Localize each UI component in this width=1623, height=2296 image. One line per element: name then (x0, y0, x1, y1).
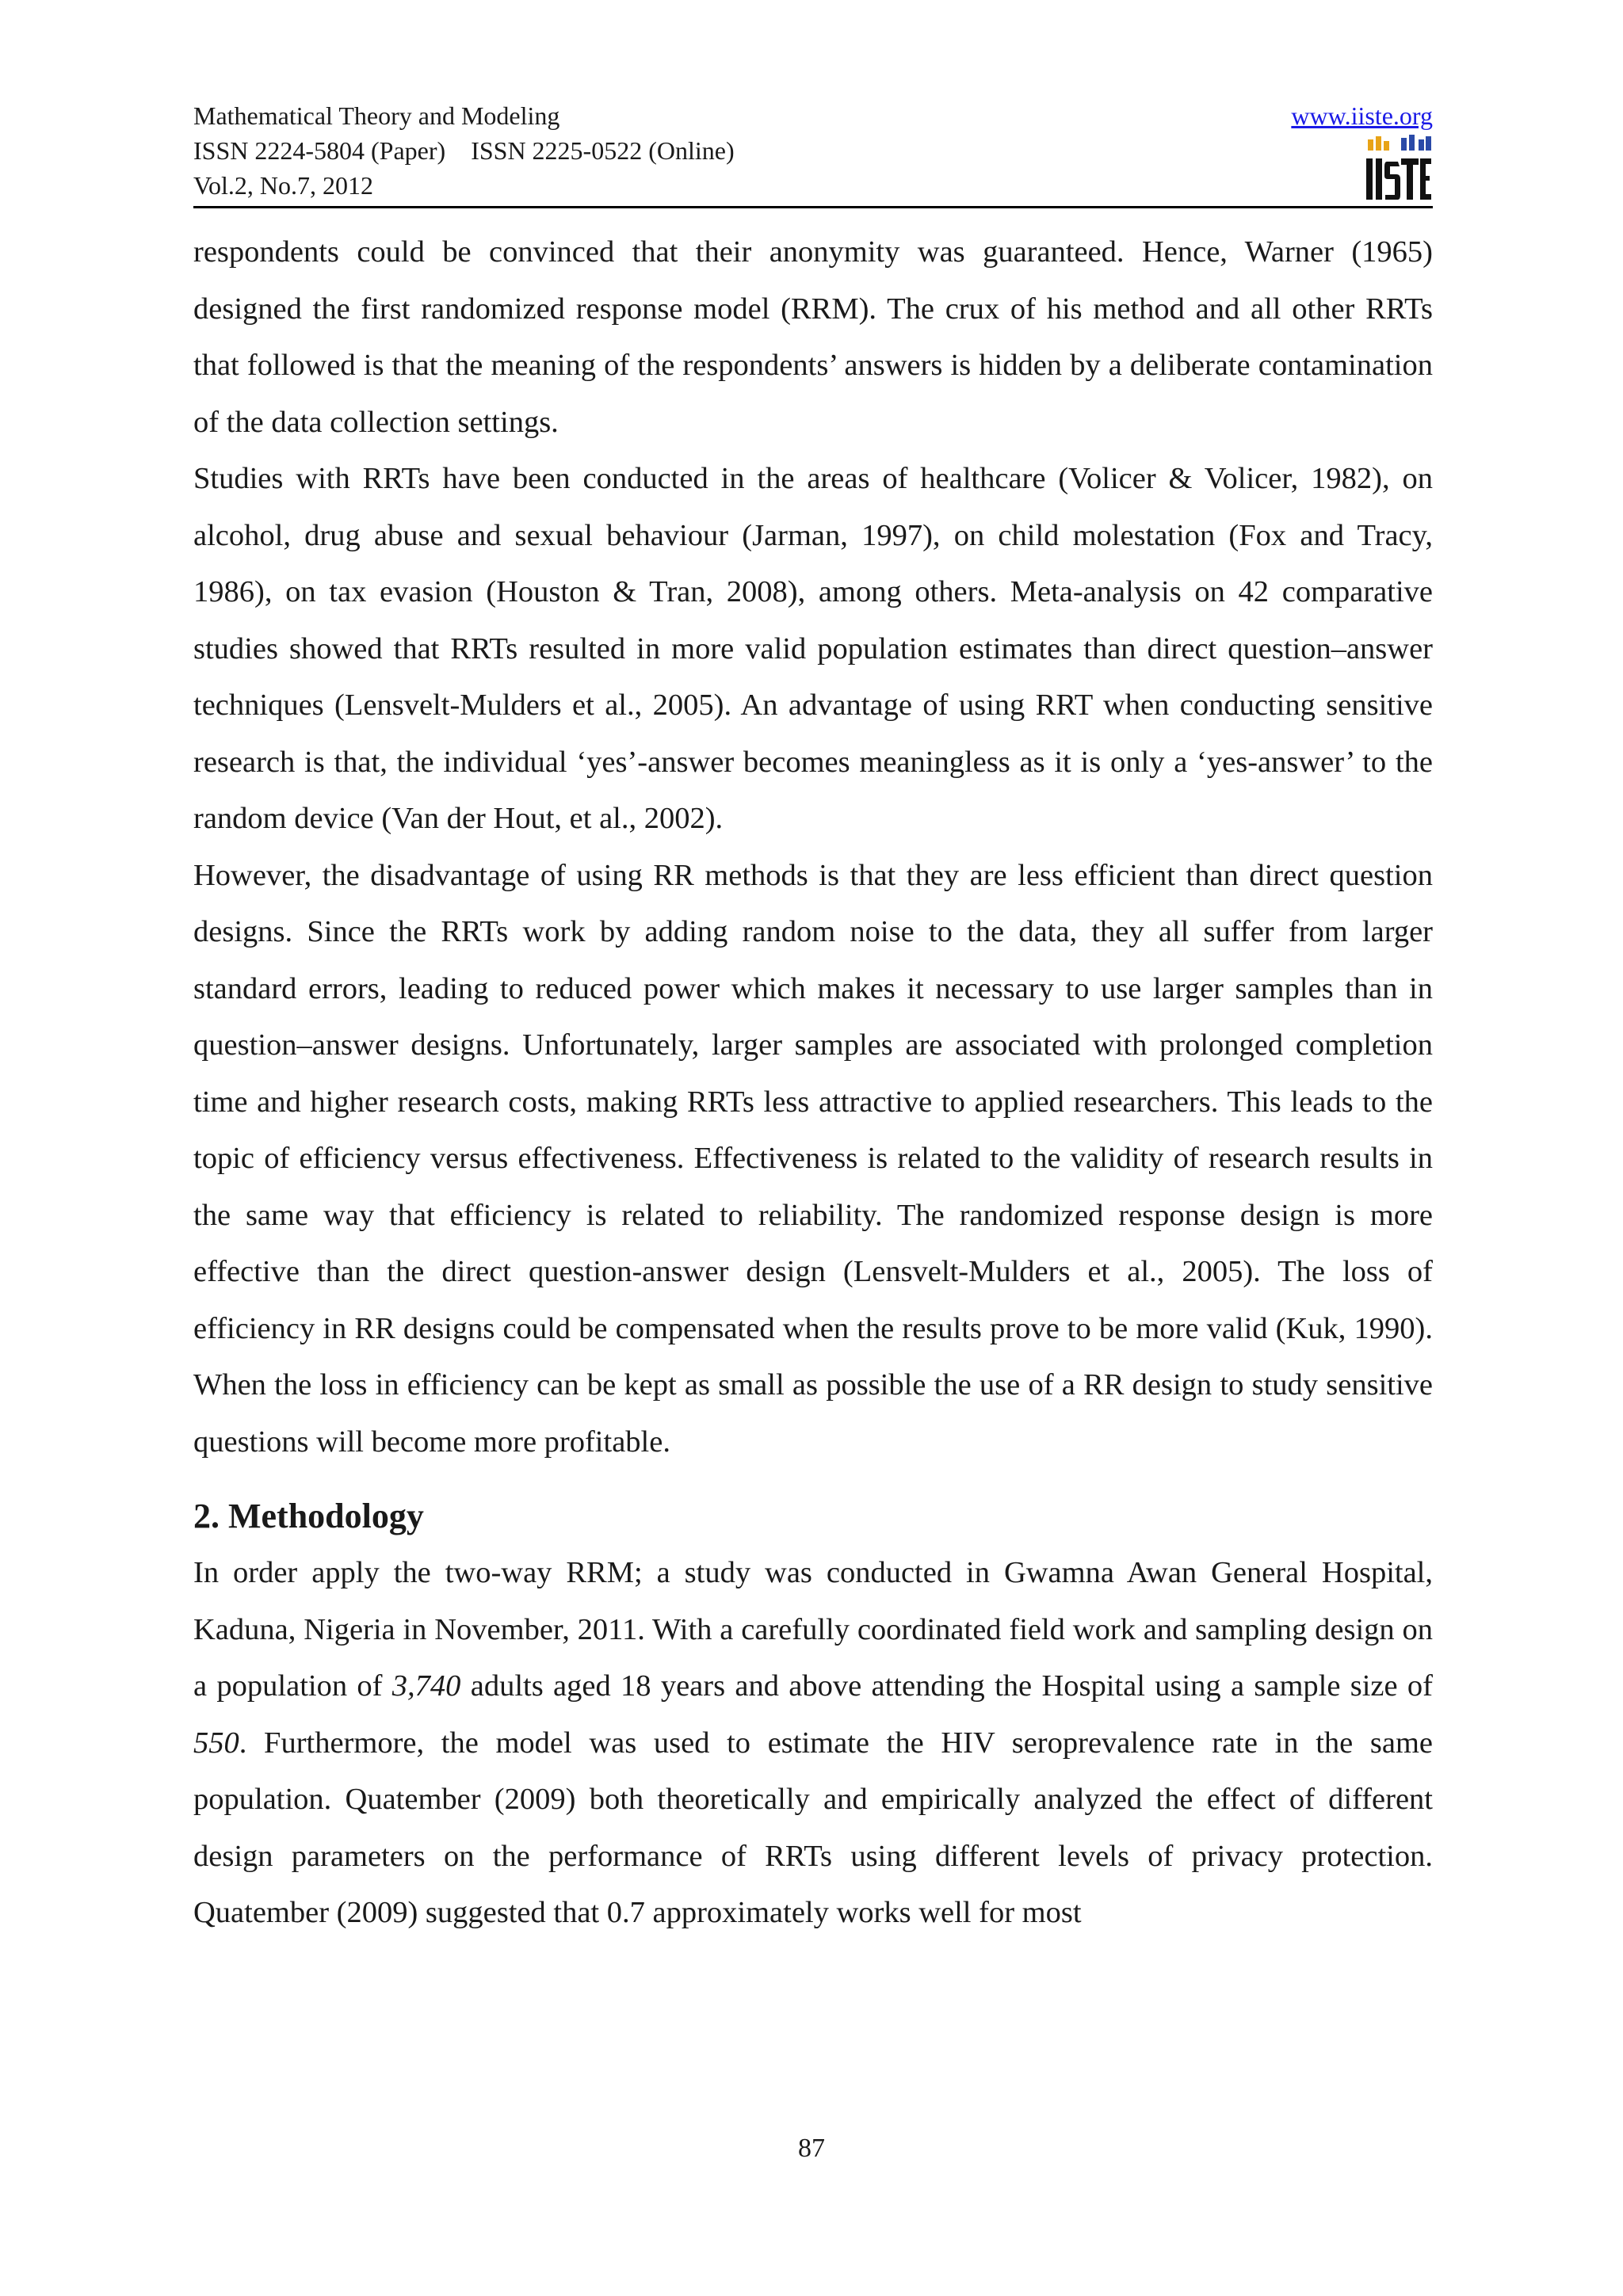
population-size: 3,740 (391, 1669, 461, 1703)
paragraph: Studies with RRTs have been conducted in the areas of healthcare (Volicer & Volicer, 1982), on alcohol, drug abuse and sexual behaviour (Jarman, 1997), on child molestation (Fox and Tracy, 1986), on tax evasion (Houston & Tran, 2008), among others. Meta-analysis on 42 comparative studies showed that RRTs resulted in more valid population estimates than direct question–answer techniques (Lensvelt-Mulders et al., 2005). An advantage of using RRT when conducting sensitive research is that, the individual ‘yes’-answer becomes meaningless as it is only a ‘yes-answer’ to the random device (Van der Hout, et al., 2002). (193, 462, 1433, 835)
journal-issn: ISSN 2224-5804 (Paper) ISSN 2225-0522 (Online) (193, 136, 735, 165)
journal-url-link[interactable]: www.iiste.org (1291, 101, 1433, 130)
paragraph-text: . Furthermore, the model was used to estimate the HIV seroprevalence rate in the same population. Quatember (2009) both theoretically and empirically analyzed the effect of different design parameters on the performance of RRTs using different levels of privacy protection. Quatember (2009) suggested that 0.7 approximately works well for most (193, 1726, 1433, 1929)
journal-title: Mathematical Theory and Modeling (193, 101, 560, 130)
paragraph: However, the disadvantage of using RR methods is that they are less efficient than direct question designs. Since the RRTs work by adding random noise to the data, they all suffer from larger standard errors, leading to reduced power which makes it necessary to use larger samples than in question–answer designs. Unfortunately, larger samples are associated with prolonged completion time and higher research costs, making RRTs less attractive to applied researchers. This leads to the topic of efficiency versus effectiveness. Effectiveness is related to the validity of research results in the same way that efficiency is related to reliability. The randomized response design is more effective than the direct question-answer design (Lensvelt-Mulders et al., 2005). The loss of efficiency in RR designs could be compensated when the results prove to be more valid (Kuk, 1990). When the loss in efficiency can be kept as small as possible the use of a RR design to study sensitive questions will become more profitable. (193, 858, 1433, 1459)
paragraph: respondents could be convinced that their anonymity was guaranteed. Hence, Warner (1965) designed the first randomized response model (RRM). The crux of his method and all other RRTs that followed is that the meaning of the respondents’ answers is hidden by a deliberate contamination of the data collection settings. (193, 235, 1433, 439)
article-body (193, 224, 1433, 1942)
paragraph (193, 1545, 1433, 1942)
section-heading: 2. Methodology (193, 1497, 424, 1535)
journal-volume: Vol.2, No.7, 2012 (193, 171, 373, 200)
header-rule (193, 206, 1433, 208)
sample-size: 550 (193, 1726, 239, 1760)
page-header (193, 98, 1433, 206)
paragraph-text: adults aged 18 years and above attending the Hospital using a sample size of (460, 1669, 1433, 1703)
iiste-logo (1363, 135, 1433, 204)
paragraph-text: In order apply the two-way RRM; a study was conducted in Gwamna Awan General Hospital, Kaduna, Nigeria in November, 2011. With a carefully coordinated field work and sampling design on a population of (193, 1556, 1433, 1703)
journal-info (193, 98, 735, 203)
page-number: 87 (798, 2134, 825, 2163)
